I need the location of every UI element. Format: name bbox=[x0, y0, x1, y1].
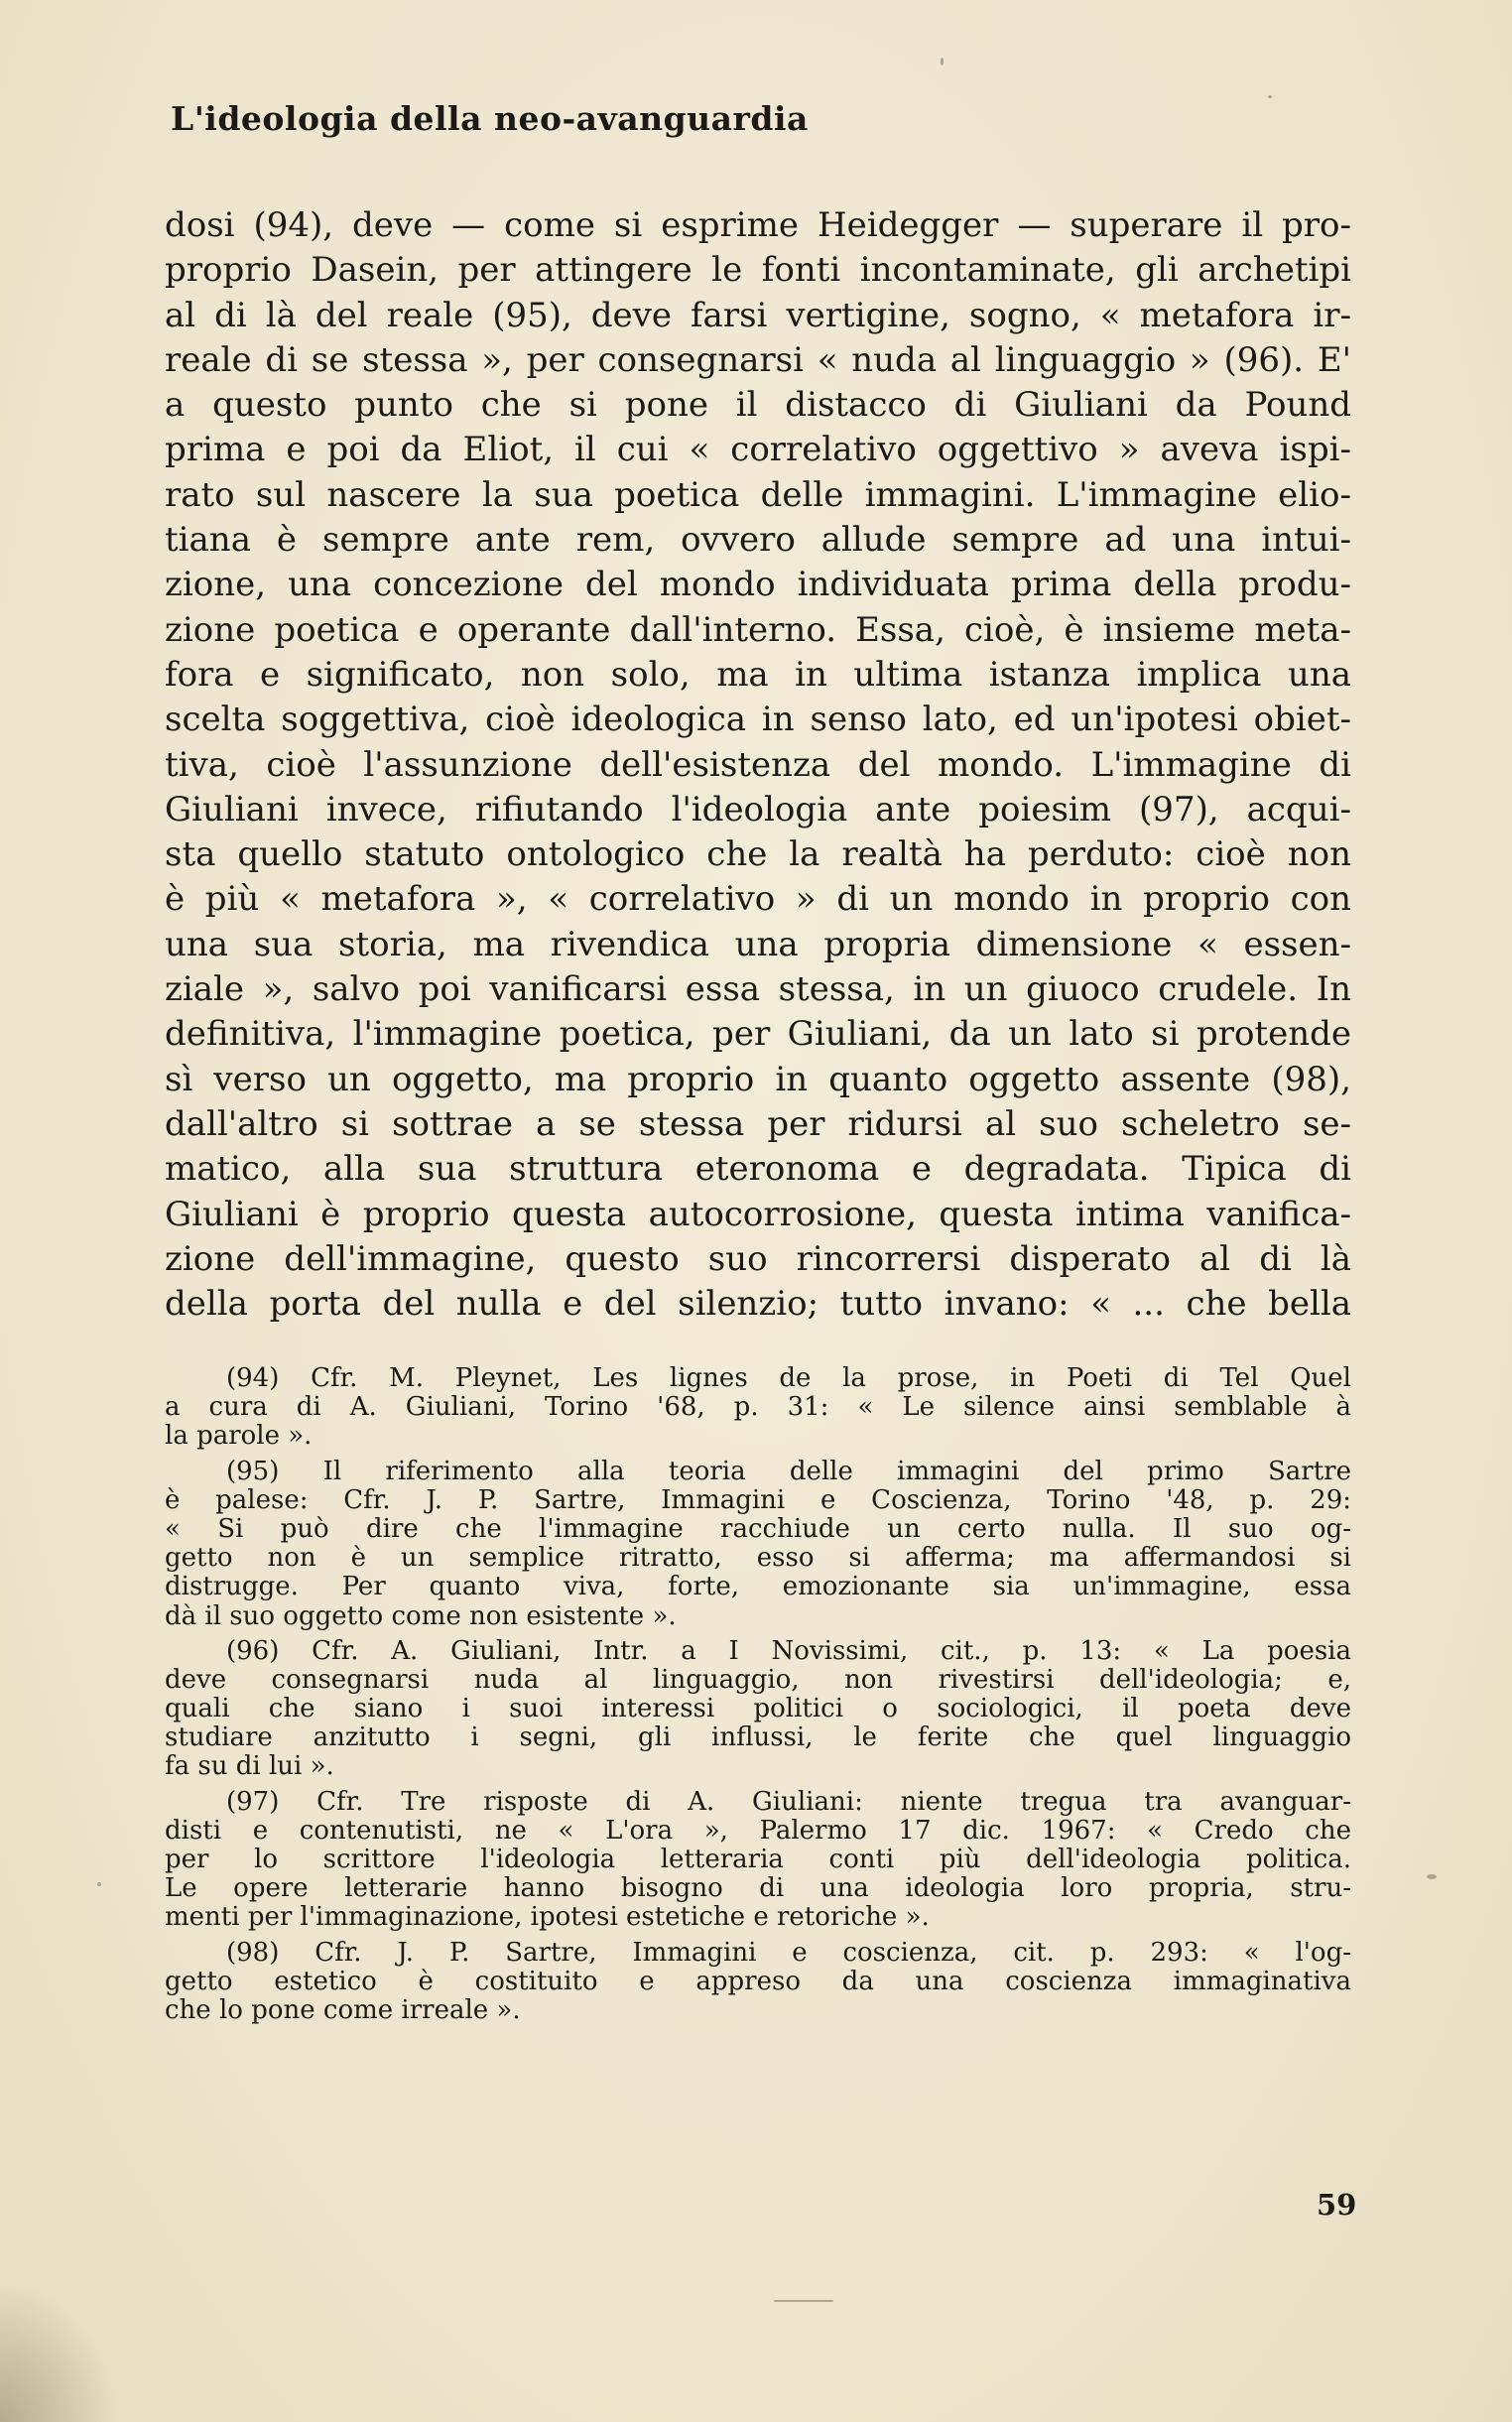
paper-speck bbox=[1268, 95, 1272, 98]
paper-speck bbox=[941, 58, 944, 65]
page-number: 59 bbox=[1317, 2188, 1357, 2222]
footnote-line: fa su di lui ». bbox=[165, 1751, 334, 1782]
running-header: L'ideologia della neo-avanguardia bbox=[171, 99, 809, 138]
footnote-line: (97) Cfr. Tre risposte di A. Giuliani: niente tregua tra avanguar- bbox=[226, 1786, 1351, 1817]
text-line: scelta soggettiva, cioè ideologica in senso lato, ed un'ipotesi obiet- bbox=[165, 700, 1351, 740]
text-line: prima e poi da Eliot, il cui « correlativo oggettivo » aveva ispi- bbox=[165, 430, 1351, 470]
text-line: definitiva, l'immagine poetica, per Giuliani, da un lato si protende bbox=[165, 1014, 1351, 1055]
footnote-line: è palese: Cfr. J. P. Sartre, Immagini e Coscienza, Torino '48, p. 29: bbox=[165, 1484, 1351, 1515]
text-line: matico, alla sua struttura eteronoma e degradata. Tipica di bbox=[165, 1149, 1351, 1190]
footnote-line: (94) Cfr. M. Pleynet, Les lignes de la prose, in Poeti di Tel Quel bbox=[226, 1363, 1351, 1393]
text-line: rato sul nascere la sua poetica delle immagini. L'immagine elio- bbox=[165, 474, 1351, 515]
footnote-line: disti e contenutisti, ne « L'ora », Palermo 17 dic. 1967: « Credo che bbox=[165, 1815, 1351, 1846]
footnote-line: a cura di A. Giuliani, Torino '68, p. 31: « Le silence ainsi semblable à bbox=[165, 1392, 1351, 1423]
page-edge-shadow bbox=[0, 2283, 119, 2422]
footnote-line: quali che siano i suoi interessi politici o sociologici, il poeta deve bbox=[165, 1694, 1351, 1724]
footnote-line: (96) Cfr. A. Giuliani, Intr. a I Novissimi, cit., p. 13: « La poesia bbox=[226, 1635, 1351, 1666]
footnote-line: distrugge. Per quanto viva, forte, emozionante sia un'immagine, essa bbox=[165, 1572, 1351, 1602]
footnote-95 bbox=[165, 1458, 1351, 1631]
paper-speck bbox=[97, 1882, 101, 1886]
footnote-96 bbox=[165, 1637, 1351, 1782]
text-line: sì verso un oggetto, ma proprio in quanto oggetto assente (98), bbox=[165, 1059, 1351, 1099]
footnote-line: « Si può dire che l'immagine racchiude un certo nulla. Il suo og- bbox=[165, 1513, 1351, 1544]
text-line: Giuliani invece, rifiutando l'ideologia ante poiesim (97), acqui- bbox=[165, 789, 1351, 829]
text-line: zione poetica e operante dall'interno. Essa, cioè, è insieme meta- bbox=[165, 609, 1351, 650]
paper-speck bbox=[1427, 1874, 1437, 1879]
footnote-line: deve consegnarsi nuda al linguaggio, non rivestirsi dell'ideologia; e, bbox=[165, 1664, 1351, 1695]
footnote-line: Le opere letterarie hanno bisogno di una ideologia loro propria, stru- bbox=[165, 1873, 1351, 1904]
footnote-line: che lo pone come irreale ». bbox=[165, 1994, 521, 2025]
footnote-line: dà il suo oggetto come non esistente ». bbox=[165, 1600, 677, 1631]
text-line: reale di se stessa », per consegnarsi « nuda al linguaggio » (96). E' bbox=[165, 339, 1351, 380]
footnote-line: menti per l'immaginazione, ipotesi estetiche e retoriche ». bbox=[165, 1902, 930, 1933]
text-line: tiva, cioè l'assunzione dell'esistenza del mondo. L'immagine di bbox=[165, 744, 1351, 785]
main-text bbox=[165, 203, 1351, 1327]
footnote-line: (98) Cfr. J. P. Sartre, Immagini e coscienza, cit. p. 293: « l'og- bbox=[226, 1937, 1351, 1968]
text-line: dall'altro si sottrae a se stessa per ridursi al suo scheletro se- bbox=[165, 1103, 1351, 1144]
text-line: al di là del reale (95), deve farsi vertigine, sogno, « metafora ir- bbox=[165, 295, 1351, 335]
text-line: è più « metafora », « correlativo » di un mondo in proprio con bbox=[165, 879, 1351, 920]
text-line: tiana è sempre ante rem, ovvero allude sempre ad una intui- bbox=[165, 520, 1351, 561]
text-line: fora e significato, non solo, ma in ultima istanza implica una bbox=[165, 654, 1351, 695]
text-line: proprio Dasein, per attingere le fonti incontaminate, gli archetipi bbox=[165, 250, 1351, 291]
text-line: zione, una concezione del mondo individuata prima della produ- bbox=[165, 565, 1351, 605]
footnote-line: (95) Il riferimento alla teoria delle immagini del primo Sartre bbox=[226, 1456, 1351, 1486]
text-line: una sua storia, ma rivendica una propria dimensione « essen- bbox=[165, 924, 1351, 964]
text-line: Giuliani è proprio questa autocorrosione, questa intima vanifica- bbox=[165, 1194, 1351, 1234]
footnote-line: studiare anzitutto i segni, gli influssi, le ferite che quel linguaggio bbox=[165, 1722, 1351, 1753]
text-line: ziale », salvo poi vanificarsi essa stessa, in un giuoco crudele. In bbox=[165, 969, 1351, 1010]
text-line: a questo punto che si pone il distacco di Giuliani da Pound bbox=[165, 385, 1351, 426]
text-line: della porta del nulla e del silenzio; tutto invano: « ... che bella bbox=[165, 1284, 1351, 1325]
text-line: sta quello statuto ontologico che la realtà ha perduto: cioè non bbox=[165, 834, 1351, 875]
paper-speck bbox=[774, 2300, 833, 2302]
text-line: zione dell'immagine, questo suo rincorrersi disperato al di là bbox=[165, 1238, 1351, 1279]
footnote-line: getto non è un semplice ritratto, esso si afferma; ma affermandosi si bbox=[165, 1543, 1351, 1574]
text-line: dosi (94), deve — come si esprime Heidegger — superare il pro- bbox=[165, 205, 1351, 245]
footnote-line: la parole ». bbox=[165, 1421, 313, 1452]
footnote-line: per lo scrittore l'ideologia letteraria conti più dell'ideologia politica. bbox=[165, 1845, 1351, 1874]
footnote-line: getto estetico è costituito e appreso da una coscienza immaginativa bbox=[165, 1966, 1351, 1996]
footnotes bbox=[165, 1364, 1351, 2031]
footnote-97 bbox=[165, 1788, 1351, 1933]
footnote-98 bbox=[165, 1939, 1351, 2026]
footnote-94 bbox=[165, 1364, 1351, 1452]
